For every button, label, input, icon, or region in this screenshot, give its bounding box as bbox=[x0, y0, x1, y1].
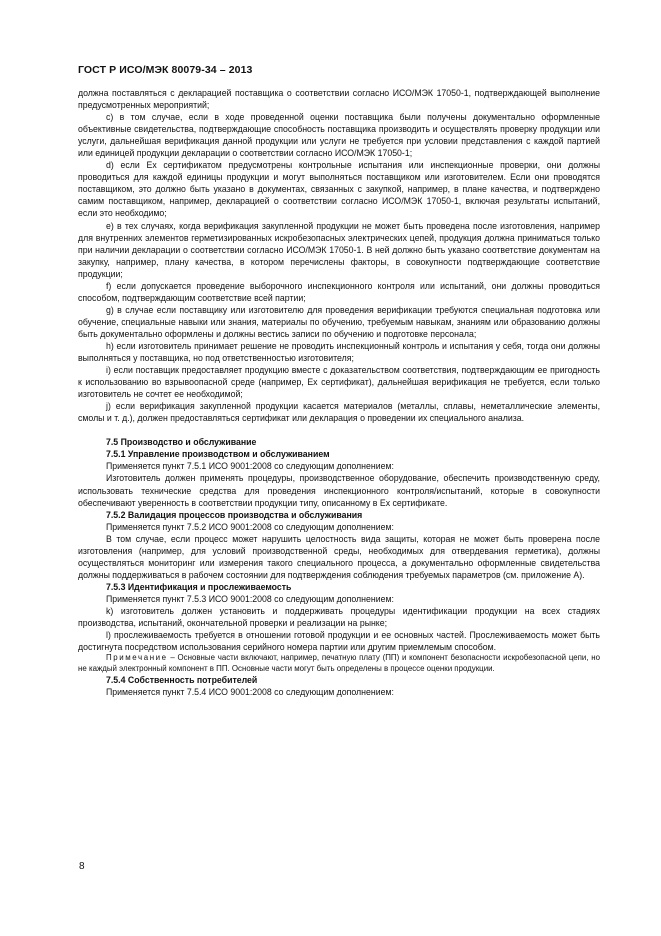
note-label: Примечание bbox=[106, 653, 168, 663]
note bbox=[78, 653, 600, 674]
page-number: 8 bbox=[79, 861, 85, 872]
paragraph-7-5-2-text: В том случае, если процесс может нарушить целостность вида защиты, которая не может быть проверена после изготовления (например, для условий производственной среды, необходимых для отвердевания герметика), должны осуществляться мониторинг или измерения такого специального процесса, а документально оформленные свидетельства должны поддерживаться в рабочем состоянии для подтверждения соблюдения требуемых параметров (см. приложение А). bbox=[78, 533, 600, 580]
list-item-j: j) если верификация закупленной продукции касается материалов (металлы, сплавы, неметаллические элементы, смолы и т. д.), должен предоставляться сертификат или декларация о проведении их специального анализа. bbox=[78, 401, 600, 424]
paragraph-applies-7-5-1: Применяется пункт 7.5.1 ИСО 9001:2008 со следующим дополнением: bbox=[106, 461, 394, 472]
document-body bbox=[78, 87, 600, 698]
list-item-i: i) если поставщик предоставляет продукцию вместе с доказательством соответствия, подтверждающим ее пригодность к использованию во взрывоопасной среде (например, Ex сертификат), дальнейшая верификация не требуется, если только изготовитель не сочтет ее необходимой; bbox=[78, 365, 600, 400]
list-item-d: d) если Ex сертификатом предусмотрены контрольные испытания или инспекционные проверки, они должны проводиться для каждой единицы продукции и могут выполняться поставщиком или изготовителем. Если они проводятся поставщиком, это должно быть указано в документах, связанных с закупкой, например, в плане качества, и подтверждено самим поставщиком, например, декларацией о соответствии согласно ИСО/МЭК 17050-1, включая результаты испытаний, если это необходимо; bbox=[78, 160, 600, 219]
list-item-h: h) если изготовитель принимает решение не проводить инспекционный контроль и испытания у себя, тогда они должны выполняться у поставщика, но под ответственностью изготовителя; bbox=[78, 340, 600, 364]
document-header: ГОСТ Р ИСО/МЭК 80079-34 – 2013 bbox=[78, 64, 253, 76]
paragraph-applies-7-5-4: Применяется пункт 7.5.4 ИСО 9001:2008 со следующим дополнением: bbox=[106, 687, 394, 698]
paragraph-continuation: должна поставляться с декларацией поставщика о соответствии согласно ИСО/МЭК 17050-1, подтверждающей выполнение предусмотренных мероприятий; bbox=[78, 88, 600, 111]
list-item-l: l) прослеживаемость требуется в отношении готовой продукции и ее основных частей. Прослеживаемость может быть достигнута посредством использования серийного номера партии или другим приемлемым способом. bbox=[78, 630, 600, 653]
paragraph-applies-7-5-3: Применяется пункт 7.5.3 ИСО 9001:2008 со следующим дополнением: bbox=[106, 593, 394, 604]
paragraph-applies-7-5-2: Применяется пункт 7.5.2 ИСО 9001:2008 со следующим дополнением: bbox=[106, 521, 394, 532]
subsection-heading-7-5-4: 7.5.4 Собственность потребителей bbox=[106, 675, 258, 686]
note-text: – Основные части включают, например, печатную плату (ПП) и компонент безопасности искробезопасной цепи, но не каждый электронный компонент в ПП. Основные части могут быть определены в процессе оценки продукции. bbox=[78, 653, 600, 673]
subsection-heading-7-5-2: 7.5.2 Валидация процессов производства и обслуживания bbox=[106, 509, 363, 520]
section-heading-7-5: 7.5 Производство и обслуживание bbox=[106, 437, 257, 448]
subsection-heading-7-5-1: 7.5.1 Управление производством и обслуживанием bbox=[106, 449, 330, 460]
list-item-f: f) если допускается проведение выборочного инспекционного контроля или испытаний, они должны проводиться способом, подтверждающим соответствие всей партии; bbox=[78, 280, 600, 303]
subsection-heading-7-5-3: 7.5.3 Идентификация и прослеживаемость bbox=[106, 581, 292, 592]
paragraph-7-5-1-text: Изготовитель должен применять процедуры, производственное оборудование, обеспечить производственную среду, использовать технические средства для проведения инспекционного контроля/испытаний, которые в совокупности обеспечивают уверенность в соответствии продукции типу, описанному в Ex сертификате. bbox=[78, 473, 600, 508]
list-item-e: e) в тех случаях, когда верификация закупленной продукции не может быть проведена после изготовления, например для внутренних элементов герметизированных искробезопасных электрических цепей, продукция должна приниматься только при наличии декларации о соответствии согласно ИСО/МЭК 17050-1. В ней должно быть указано соответствие документам на закупку, например, плану качества, в котором перечислены факторы, в совокупности подтверждающие соответствие продукции; bbox=[78, 220, 600, 279]
list-item-c: c) в том случае, если в ходе проведенной оценки поставщика были получены документально оформленные объективные свидетельства, подтверждающие способность поставщика производить и осуществлять проверку продукции или услуги, дальнейшая верификация данной продукции или услуги не требуется при условии представления с каждой партией или единицей продукции декларации о соответствии согласно ИСО/МЭК 17050-1; bbox=[78, 112, 600, 159]
list-item-k: k) изготовитель должен установить и поддерживать процедуры идентификации продукции на всех стадиях производства, испытаний, окончательной проверки и реализации на рынке; bbox=[78, 605, 600, 629]
list-item-g: g) в случае если поставщику или изготовителю для проведения верификации требуются специальная подготовка или обучение, специальные навыки или знания, материалы по обучению, требуемым навыкам, знаниям или образованию должны быть документально оформлены и должны вестись записи по обучению и подготовке персонала; bbox=[78, 304, 600, 339]
